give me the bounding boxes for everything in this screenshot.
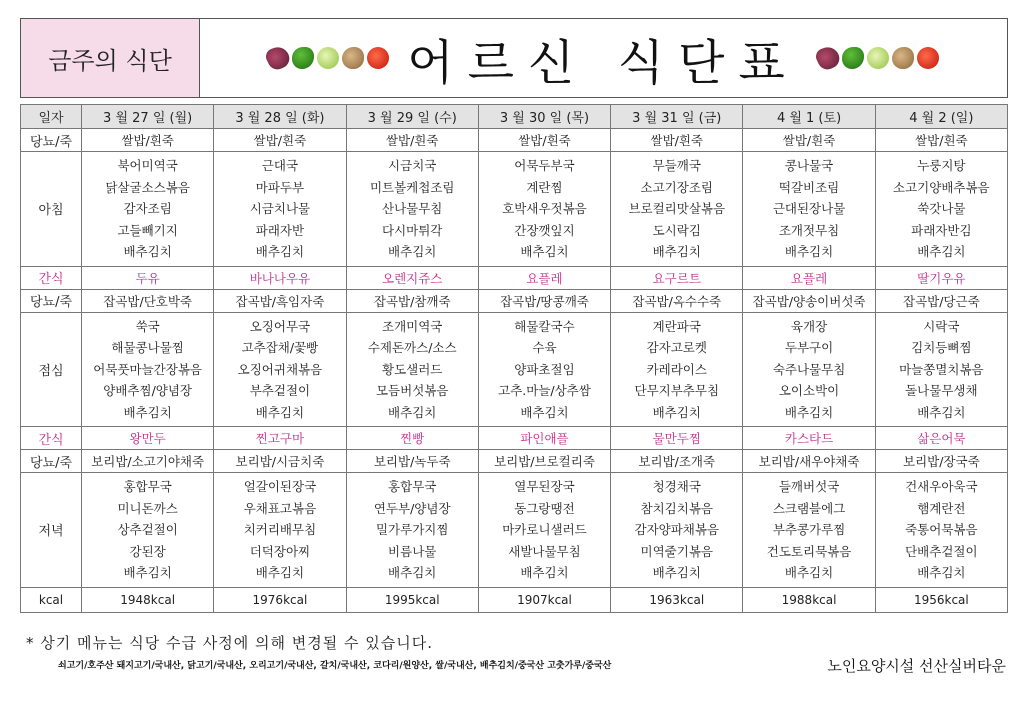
menu-cell (346, 152, 478, 267)
menu-item: 소고기양배추볶음 (893, 179, 990, 195)
menu-item: 배추김치 (255, 565, 305, 580)
row-lunch-porridge (21, 289, 1008, 312)
menu-list (214, 473, 345, 587)
menu-cell (611, 152, 743, 267)
menu-item: 계란찜 (526, 179, 563, 195)
menu-item: 얼갈이된장국 (243, 479, 317, 494)
menu-item: 배추김치 (520, 565, 569, 580)
snack-item: 찐빵 (346, 427, 478, 450)
menu-cell (214, 152, 346, 267)
porridge-item: 쌀밥/흰죽 (82, 129, 214, 152)
menu-cell (346, 473, 478, 588)
menu-item: 시금치국 (388, 158, 437, 173)
menu-item: 배추김치 (917, 404, 966, 420)
menu-list (743, 313, 874, 427)
porridge-item: 보리밥/녹두죽 (346, 450, 478, 473)
porridge-item: 보리밥/새우야채죽 (743, 450, 875, 473)
menu-list (82, 152, 213, 266)
menu-item: 조개젓무침 (778, 222, 840, 238)
menu-list (347, 313, 478, 427)
row-snack-am (21, 266, 1008, 289)
meal-table (20, 104, 1008, 613)
menu-item: 수육 (532, 340, 557, 355)
row-label: 간식 (21, 427, 82, 450)
menu-item: 북어미역국 (117, 158, 178, 173)
title-area (199, 19, 1007, 97)
date-col-header: 일자 (21, 105, 82, 129)
menu-item: 브로컬리맛살볶음 (628, 201, 726, 216)
snack-item: 바나나우유 (214, 266, 346, 289)
page-title: 어르신 식단표 (407, 34, 799, 91)
menu-item: 배추김치 (123, 404, 172, 420)
row-breakfast-porridge (21, 129, 1008, 152)
porridge-item: 쌀밥/흰죽 (743, 129, 875, 152)
menu-item: 시금치나물 (249, 201, 311, 216)
menu-item: 미역줄기볶음 (640, 543, 713, 559)
menu-item: 어묵두부국 (514, 158, 575, 173)
snack-item: 오렌지쥬스 (346, 266, 478, 289)
porridge-item: 보리밥/소고기야채죽 (82, 450, 214, 473)
menu-cell (875, 152, 1007, 267)
grape-icon (264, 43, 293, 72)
row-label: 점심 (21, 312, 82, 427)
menu-cell (214, 312, 346, 427)
week-label: 금주의 식단 (21, 19, 200, 97)
menu-item: 치커리배무침 (243, 522, 317, 537)
menu-item: 오이소박이 (778, 383, 840, 398)
kcal-value: 1948kcal (82, 587, 214, 612)
menu-item: 배추김치 (652, 565, 701, 580)
menu-item: 마파두부 (255, 179, 305, 195)
kcal-value: 1956kcal (875, 587, 1007, 612)
menu-cell (611, 473, 743, 588)
menu-item: 떡갈비조림 (778, 179, 840, 195)
menu-item: 건새우아욱국 (905, 479, 978, 494)
menu-cell (743, 152, 875, 267)
menu-item: 감자고로켓 (646, 340, 707, 355)
menu-list (479, 152, 610, 266)
menu-list (876, 152, 1007, 266)
menu-item: 열무된장국 (514, 479, 575, 494)
menu-item: 건도토리묵볶음 (766, 543, 852, 559)
kcal-row (21, 587, 1008, 612)
date-header: 3 월 29 일 (수) (346, 105, 478, 129)
row-breakfast (21, 152, 1008, 267)
menu-cell (611, 312, 743, 427)
porridge-item: 보리밥/조개죽 (611, 450, 743, 473)
kcal-value: 1976kcal (214, 587, 346, 612)
menu-item: 배추김치 (520, 244, 569, 259)
menu-cell (214, 473, 346, 588)
menu-item: 들깨버섯국 (778, 479, 840, 494)
menu-cell (743, 312, 875, 427)
menu-item: 감자양파채볶음 (634, 522, 720, 537)
row-label: 당뇨/죽 (21, 450, 82, 473)
menu-item: 쑥국 (135, 318, 160, 334)
menu-item: 다시마튀각 (382, 222, 443, 238)
porridge-item: 잡곡밥/단호박죽 (82, 289, 214, 312)
menu-item: 산나물무침 (382, 201, 443, 216)
porridge-item: 쌀밥/흰죽 (478, 129, 610, 152)
menu-item: 단무지부추무침 (634, 383, 720, 398)
menu-item: 단배추겉절이 (905, 543, 978, 559)
row-label-kcal: kcal (21, 587, 82, 612)
menu-item: 호박새우젓볶음 (502, 201, 587, 216)
header (20, 18, 1008, 98)
porridge-item: 잡곡밥/양송이버섯죽 (743, 289, 875, 312)
date-header: 3 월 31 일 (금) (611, 105, 743, 129)
menu-item: 황도샐러드 (382, 361, 443, 377)
row-label: 저녁 (21, 473, 82, 588)
menu-cell (346, 312, 478, 427)
porridge-item: 잡곡밥/흑임자죽 (214, 289, 346, 312)
porridge-item: 보리밥/시금치죽 (214, 450, 346, 473)
snack-item: 딸기우유 (875, 266, 1007, 289)
porridge-item: 쌀밥/흰죽 (214, 129, 346, 152)
menu-list (611, 152, 742, 266)
menu-item: 배추김치 (388, 244, 437, 259)
menu-cell (82, 152, 214, 267)
facility-name: 노인요양시설 선산실버타운 (827, 657, 1006, 675)
row-label: 당뇨/죽 (21, 289, 82, 312)
cabbage-icon (317, 47, 339, 69)
menu-item: 배추김치 (255, 404, 305, 420)
menu-list (347, 152, 478, 266)
menu-item: 홍합무국 (388, 479, 437, 494)
menu-cell (875, 312, 1007, 427)
menu-cell (478, 312, 610, 427)
row-dinner-porridge (21, 450, 1008, 473)
menu-item: 마카로니샐러드 (502, 522, 587, 537)
grape-icon (813, 43, 842, 72)
menu-item: 배추김치 (784, 565, 834, 580)
menu-item: 홍합무국 (123, 479, 172, 494)
snack-item: 찐고구마 (214, 427, 346, 450)
menu-item: 누룽지탕 (917, 158, 966, 173)
menu-item: 조개미역국 (382, 318, 443, 334)
menu-item: 동그랑땡전 (514, 500, 575, 516)
menu-cell (478, 152, 610, 267)
menu-item: 오징어무국 (249, 318, 311, 334)
menu-item: 도시락김 (652, 222, 701, 238)
menu-item: 양파초절임 (514, 361, 575, 377)
date-header: 4 월 2 (일) (875, 105, 1007, 129)
row-label: 당뇨/죽 (21, 129, 82, 152)
menu-list (347, 473, 478, 587)
menu-item: 배추김치 (784, 244, 834, 259)
snack-item: 요플레 (743, 266, 875, 289)
cabbage-icon (867, 47, 889, 69)
menu-item: 미니돈까스 (117, 500, 178, 516)
menu-item: 배추김치 (784, 404, 834, 420)
menu-item: 미트볼케첩조림 (369, 179, 455, 195)
menu-item: 배추김치 (917, 565, 966, 580)
potato-icon (342, 47, 364, 69)
menu-item: 닭살굴소스볶음 (105, 179, 190, 195)
vegetable-icons-left (267, 47, 389, 69)
menu-cell (82, 312, 214, 427)
tomato-icon (367, 47, 389, 69)
snack-item: 파인애플 (478, 427, 610, 450)
menu-item: 수제돈까스/소스 (367, 340, 457, 355)
menu-item: 청경채국 (652, 479, 701, 494)
menu-item: 배추김치 (917, 244, 966, 259)
menu-list (611, 473, 742, 587)
menu-item: 강된장 (129, 543, 166, 559)
menu-item: 배추김치 (123, 244, 172, 259)
menu-item: 참치김치볶음 (640, 500, 713, 516)
menu-item: 두부구이 (784, 340, 834, 355)
menu-item: 배추김치 (388, 565, 437, 580)
menu-item: 계란파국 (652, 318, 701, 334)
menu-list (743, 473, 874, 587)
menu-item: 배추김치 (652, 404, 701, 420)
menu-cell (875, 473, 1007, 588)
menu-item: 고들빼기지 (117, 222, 178, 238)
menu-item: 배추김치 (652, 244, 701, 259)
menu-list (479, 313, 610, 427)
menu-item: 파래자반김 (911, 222, 972, 238)
menu-list (82, 473, 213, 587)
menu-item: 오징어귀채볶음 (237, 361, 323, 377)
kcal-value: 1907kcal (478, 587, 610, 612)
menu-list (479, 473, 610, 587)
snack-item: 왕만두 (82, 427, 214, 450)
menu-list (876, 313, 1007, 427)
menu-item: 비름나물 (388, 543, 437, 559)
change-notice: * 상기 메뉴는 식당 수급 사정에 의해 변경될 수 있습니다. (26, 634, 433, 652)
menu-item: 콩나물국 (784, 158, 834, 173)
menu-item: 근대된장나물 (772, 201, 846, 216)
porridge-item: 잡곡밥/옥수수죽 (611, 289, 743, 312)
porridge-item: 쌀밥/흰죽 (611, 129, 743, 152)
menu-item: 마늘쫑멸치볶음 (899, 361, 984, 377)
menu-item: 부추콩가루찜 (772, 522, 846, 537)
menu-item: 쑥갓나물 (917, 201, 966, 216)
snack-item: 두유 (82, 266, 214, 289)
snack-item: 삶은어묵 (875, 427, 1007, 450)
menu-item: 해물콩나물찜 (111, 340, 184, 355)
porridge-item: 보리밥/브로컬리죽 (478, 450, 610, 473)
menu-item: 모듬버섯볶음 (375, 383, 449, 398)
menu-item: 육개장 (790, 318, 828, 334)
menu-list (743, 152, 874, 266)
date-header: 3 월 27 일 (월) (82, 105, 214, 129)
kcal-value: 1995kcal (346, 587, 478, 612)
snack-item: 카스타드 (743, 427, 875, 450)
porridge-item: 잡곡밥/당근죽 (875, 289, 1007, 312)
menu-item: 카레라이스 (646, 361, 707, 377)
menu-item: 상추겉절이 (117, 522, 178, 537)
menu-item: 우채표고볶음 (243, 500, 317, 516)
row-label: 간식 (21, 266, 82, 289)
porridge-item: 쌀밥/흰죽 (346, 129, 478, 152)
row-label: 아침 (21, 152, 82, 267)
menu-item: 스크램블에그 (772, 500, 846, 516)
menu-item: 고추잡채/꽃빵 (241, 340, 319, 355)
menu-item: 김치등뼈찜 (911, 340, 972, 355)
menu-cell (743, 473, 875, 588)
menu-item: 소고기장조림 (640, 179, 713, 195)
row-lunch (21, 312, 1008, 427)
snack-item: 요플레 (478, 266, 610, 289)
menu-item: 더덕장아찌 (249, 543, 311, 559)
menu-item: 근대국 (261, 158, 299, 173)
snack-item: 요구르트 (611, 266, 743, 289)
menu-item: 고추.마늘/상추쌈 (498, 383, 591, 398)
porridge-item: 잡곡밥/참깨죽 (346, 289, 478, 312)
menu-item: 햄계란전 (917, 500, 966, 516)
menu-list (214, 313, 345, 427)
date-row (21, 105, 1008, 129)
kcal-value: 1988kcal (743, 587, 875, 612)
menu-item: 숙주나물무침 (772, 361, 846, 377)
snack-item: 물만두찜 (611, 427, 743, 450)
menu-cell (478, 473, 610, 588)
menu-item: 무들깨국 (652, 158, 701, 173)
menu-item: 돌나물무생채 (905, 383, 978, 398)
menu-item: 새발나물무침 (508, 543, 581, 559)
menu-item: 부추겉절이 (249, 383, 311, 398)
porridge-item: 잡곡밥/땅콩깨죽 (478, 289, 610, 312)
origin-info: 쇠고기/호주산 돼지고기/국내산, 닭고기/국내산, 오리고기/국내산, 갈치/국내산, 코다리/원양산, 쌀/국내산, 배추김치/중국산 고춧가루/중국산 (58, 661, 612, 671)
porridge-item: 보리밥/장국죽 (875, 450, 1007, 473)
date-header: 3 월 30 일 (목) (478, 105, 610, 129)
menu-item: 배추김치 (388, 404, 437, 420)
menu-list (214, 152, 345, 266)
menu-list (611, 313, 742, 427)
menu-item: 죽통어묵볶음 (905, 522, 978, 537)
pepper-icon (842, 47, 864, 69)
menu-list (82, 313, 213, 427)
menu-item: 파래자반 (255, 222, 305, 238)
menu-item: 어묵풋마늘간장볶음 (93, 361, 202, 377)
row-dinner (21, 473, 1008, 588)
pepper-icon (292, 47, 314, 69)
menu-list (876, 473, 1007, 587)
menu-item: 배추김치 (123, 565, 172, 580)
menu-item: 해물칼국수 (514, 318, 575, 334)
menu-item: 양배추찜/양념장 (103, 383, 193, 398)
vegetable-icons-right (817, 47, 939, 69)
tomato-icon (917, 47, 939, 69)
menu-item: 배추김치 (520, 404, 569, 420)
menu-item: 간장깻잎지 (514, 222, 575, 238)
potato-icon (892, 47, 914, 69)
menu-item: 연두부/양념장 (373, 500, 451, 516)
menu-item: 배추김치 (255, 244, 305, 259)
row-snack-pm (21, 427, 1008, 450)
menu-item: 밀가루가지찜 (375, 522, 449, 537)
menu-item: 시락국 (923, 318, 960, 334)
kcal-value: 1963kcal (611, 587, 743, 612)
porridge-item: 쌀밥/흰죽 (875, 129, 1007, 152)
menu-item: 감자조림 (123, 201, 172, 216)
menu-cell (82, 473, 214, 588)
date-header: 3 월 28 일 (화) (214, 105, 346, 129)
date-header: 4 월 1 (토) (743, 105, 875, 129)
